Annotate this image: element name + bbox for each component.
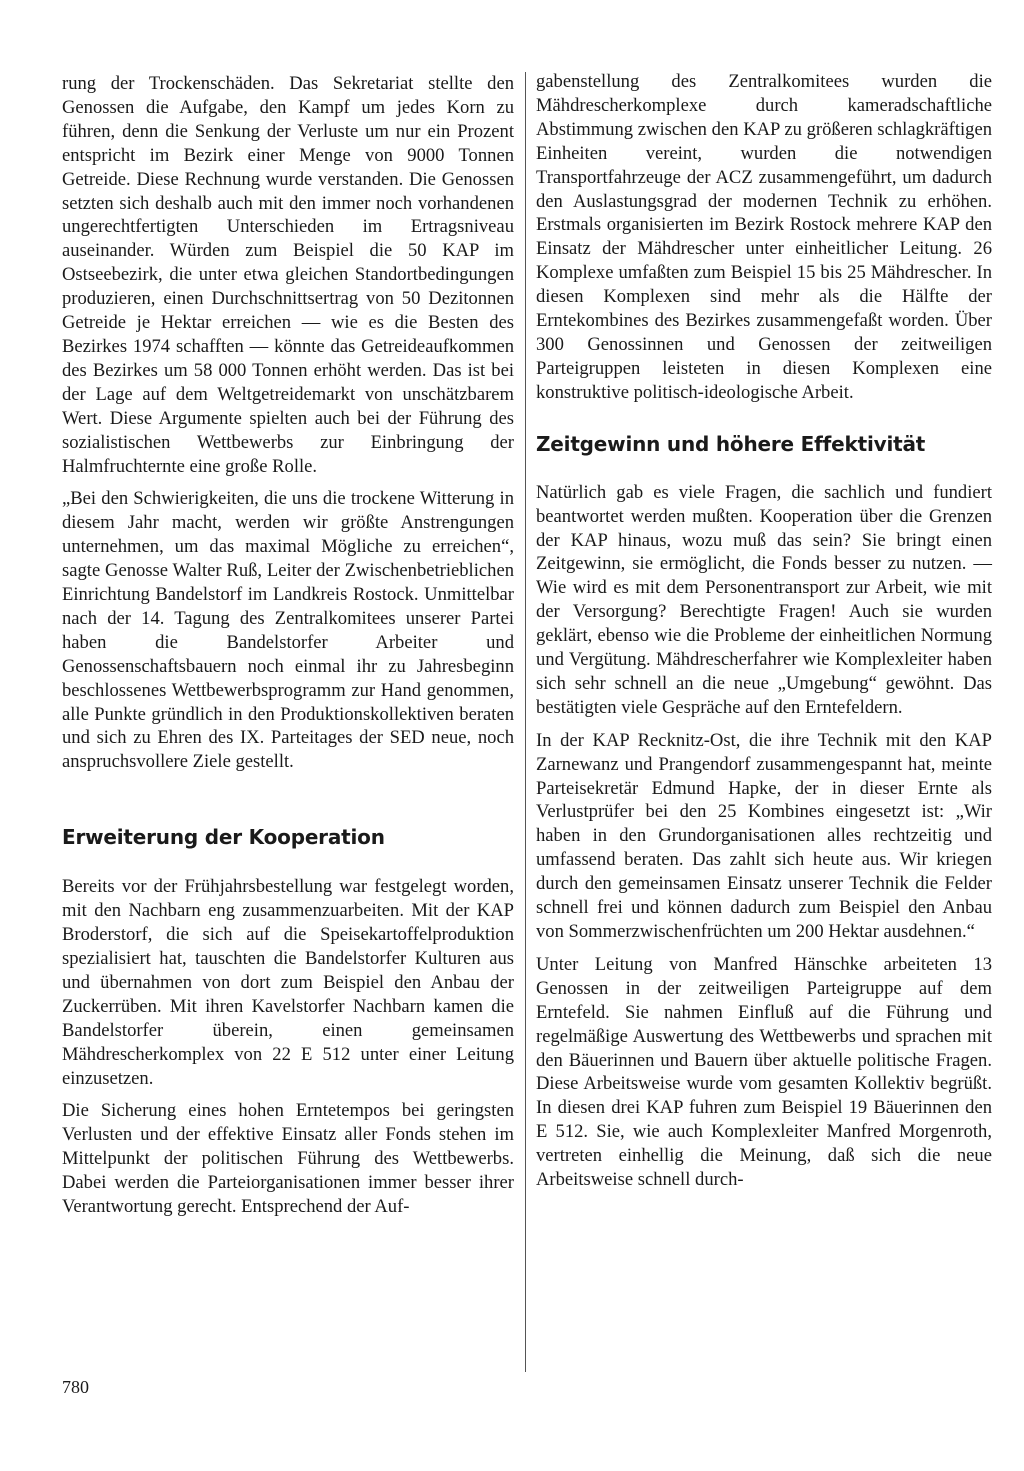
paragraph: Unter Leitung von Manfred Hänschke arbeiteten 13 Genossen in der zeitweiligen Parteigruppe auf dem Erntefeld. Sie nahmen Einfluß auf die Führung und regelmäßige Auswertung des Wettbewerbs und sprachen mit den Bäuerinnen und Bauern über aktuelle politische Fragen. Diese Arbeitsweise wurde vom gesamten Kollektiv begrüßt. In diesen drei KAP fuhren zum Beispiel 19 Bäuerinnen den E 512. Sie, wie auch Komplexleiter Manfred Morgenroth, vertreten einhellig die Meinung, daß sich die neue Arbeitsweise schnell durch- (536, 953, 992, 1191)
paragraph: rung der Trockenschäden. Das Sekretariat stellte den Genossen die Aufgabe, den Kampf um jedes Korn zu führen, denn die Senkung der Verluste um nur ein Prozent entspricht im Bezirk einer Menge von 9000 Tonnen Getreide. Diese Rechnung wurde verstanden. Die Genossen setzten sich deshalb auch mit den immer noch vorhandenen ungerechtfertigten Unterschieden im Ertragsniveau auseinander. Würden zum Beispiel die 50 KAP im Ostseebezirk, die unter etwa gleichen Standortbedingungen produzieren, einen Durchschnittsertrag von 50 Dezitonnen Getreide je Hektar erreichen — wie es die Besten des Bezirkes 1974 schafften — könnte das Getreideaufkommen des Bezirkes um 58 000 Tonnen erhöht werden. Das ist bei der Lage auf dem Weltgetreidemarkt von unschätzbarem Wert. Diese Argumente spielten auch bei der Führung des sozialistischen Wettbewerbs zur Einbringung der Halmfruchternte eine große Rolle. (62, 73, 514, 477)
paragraph: In der KAP Recknitz-Ost, die ihre Technik mit den KAP Zarnewanz und Prangendorf zusammengespannt hat, meinte Parteisekretär Edmund Hapke, der in dieser Ernte als Verlustprüfer bei den 25 Kombines eingesetzt ist: „Wir haben in den Grundorganisationen alles rechtzeitig und umfassend beraten. Das zahlt sich heute aus. Wir kriegen durch den gemeinsamen Einsatz unserer Technik die Felder schnell frei und können dadurch zum Beispiel den Anbau von Sommerzwischenfrüchten um 200 Hektar ausdehnen.“ (536, 729, 992, 942)
page-number: 780 (62, 1377, 89, 1397)
section-heading: Erweiterung der Kooperation (62, 825, 385, 850)
column-divider (525, 72, 526, 1372)
paragraph: Bereits vor der Frühjahrsbestellung war festgelegt worden, mit den Nachbarn eng zusammenzuarbeiten. Mit der KAP Broderstorf, die sich auf die Speisekartoffelproduktion spezialisiert hat, tauschten die Bandelstorfer Kulturen aus und übernahmen von dort zum Beispiel den Anbau der Zuckerrüben. Mit ihren Kavelstorfer Nachbarn kamen die Bandelstorfer überein, einen gemeinsamen Mähdrescherkomplex von 22 E 512 unter einer Leitung einzusetzen. (62, 876, 514, 1089)
right-column (536, 70, 992, 1201)
section-heading: Zeitgewinn und höhere Effektivität (536, 431, 926, 456)
paragraph: gabenstellung des Zentralkomitees wurden die Mähdrescherkomplexe durch kameradschaftliche Abstimmung zwischen den KAP zu größeren schlagkräftigen Einheiten vereint, wurden die notwendigen Transportfahrzeuge der ACZ zusammengeführt, um dadurch den Auslastungsgrad der modernen Technik zu erhöhen. Erstmals organisierten im Bezirk Rostock mehrere KAP den Einsatz der Mähdrescher unter einheitlicher Leitung. 26 Komplexe umfaßten zum Beispiel 15 bis 25 Mähdrescher. In diesen Komplexen sind mehr als die Hälfte der Erntekombines des Bezirkes zusammengefaßt worden. Über 300 Genossinnen und Genossen der zeitweiligen Parteigruppen leisteten in diesen Komplexen eine konstruktive politisch-ideologische Arbeit. (536, 71, 992, 403)
left-column (62, 72, 514, 1228)
paragraph: „Bei den Schwierigkeiten, die uns die trockene Witterung in diesem Jahr macht, werden wir größte Anstrengungen unternehmen, um das maximal Mögliche zu erreichen“, sagte Genosse Walter Ruß, Leiter der Zwischenbetrieblichen Einrichtung Bandelstorf im Landkreis Rostock. Unmittelbar nach der 14. Tagung des Zentralkomitees unserer Partei haben die Bandelstorfer Arbeiter und Genossenschaftsbauern noch einmal ihr zu Jahresbeginn beschlossenes Wettbewerbsprogramm zur Hand genommen, alle Punkte gründlich in den Produktionskollektiven beraten und sich zu Ehren des IX. Parteitages der SED neue, noch anspruchsvollere Ziele gestellt. (62, 488, 514, 773)
paragraph: Natürlich gab es viele Fragen, die sachlich und fundiert beantwortet werden mußten. Kooperation über die Grenzen der KAP hinaus, wozu muß das sein? Sie bringt einen Zeitgewinn, sie ermöglicht, die Fonds besser zu nutzen. — Wie wird es mit dem Personentransport zur Arbeit, wie mit der Versorgung? Berechtigte Fragen! Auch sie wurden geklärt, ebenso wie die Probleme der einheitlichen Normung und Vergütung. Mähdrescherfahrer wie Komplexleiter haben sich sehr schnell an die neue „Umgebung“ gewöhnt. Das bestätigten viele Gespräche auf den Erntefeldern. (536, 481, 992, 718)
paragraph: Die Sicherung eines hohen Erntetempos bei geringsten Verlusten und der effektive Einsatz aller Fonds stehen im Mittelpunkt der politischen Führung des Wettbewerbs. Dabei werden die Parteiorganisationen immer besser ihrer Verantwortung gerecht. Entsprechend der Auf- (62, 1100, 514, 1218)
